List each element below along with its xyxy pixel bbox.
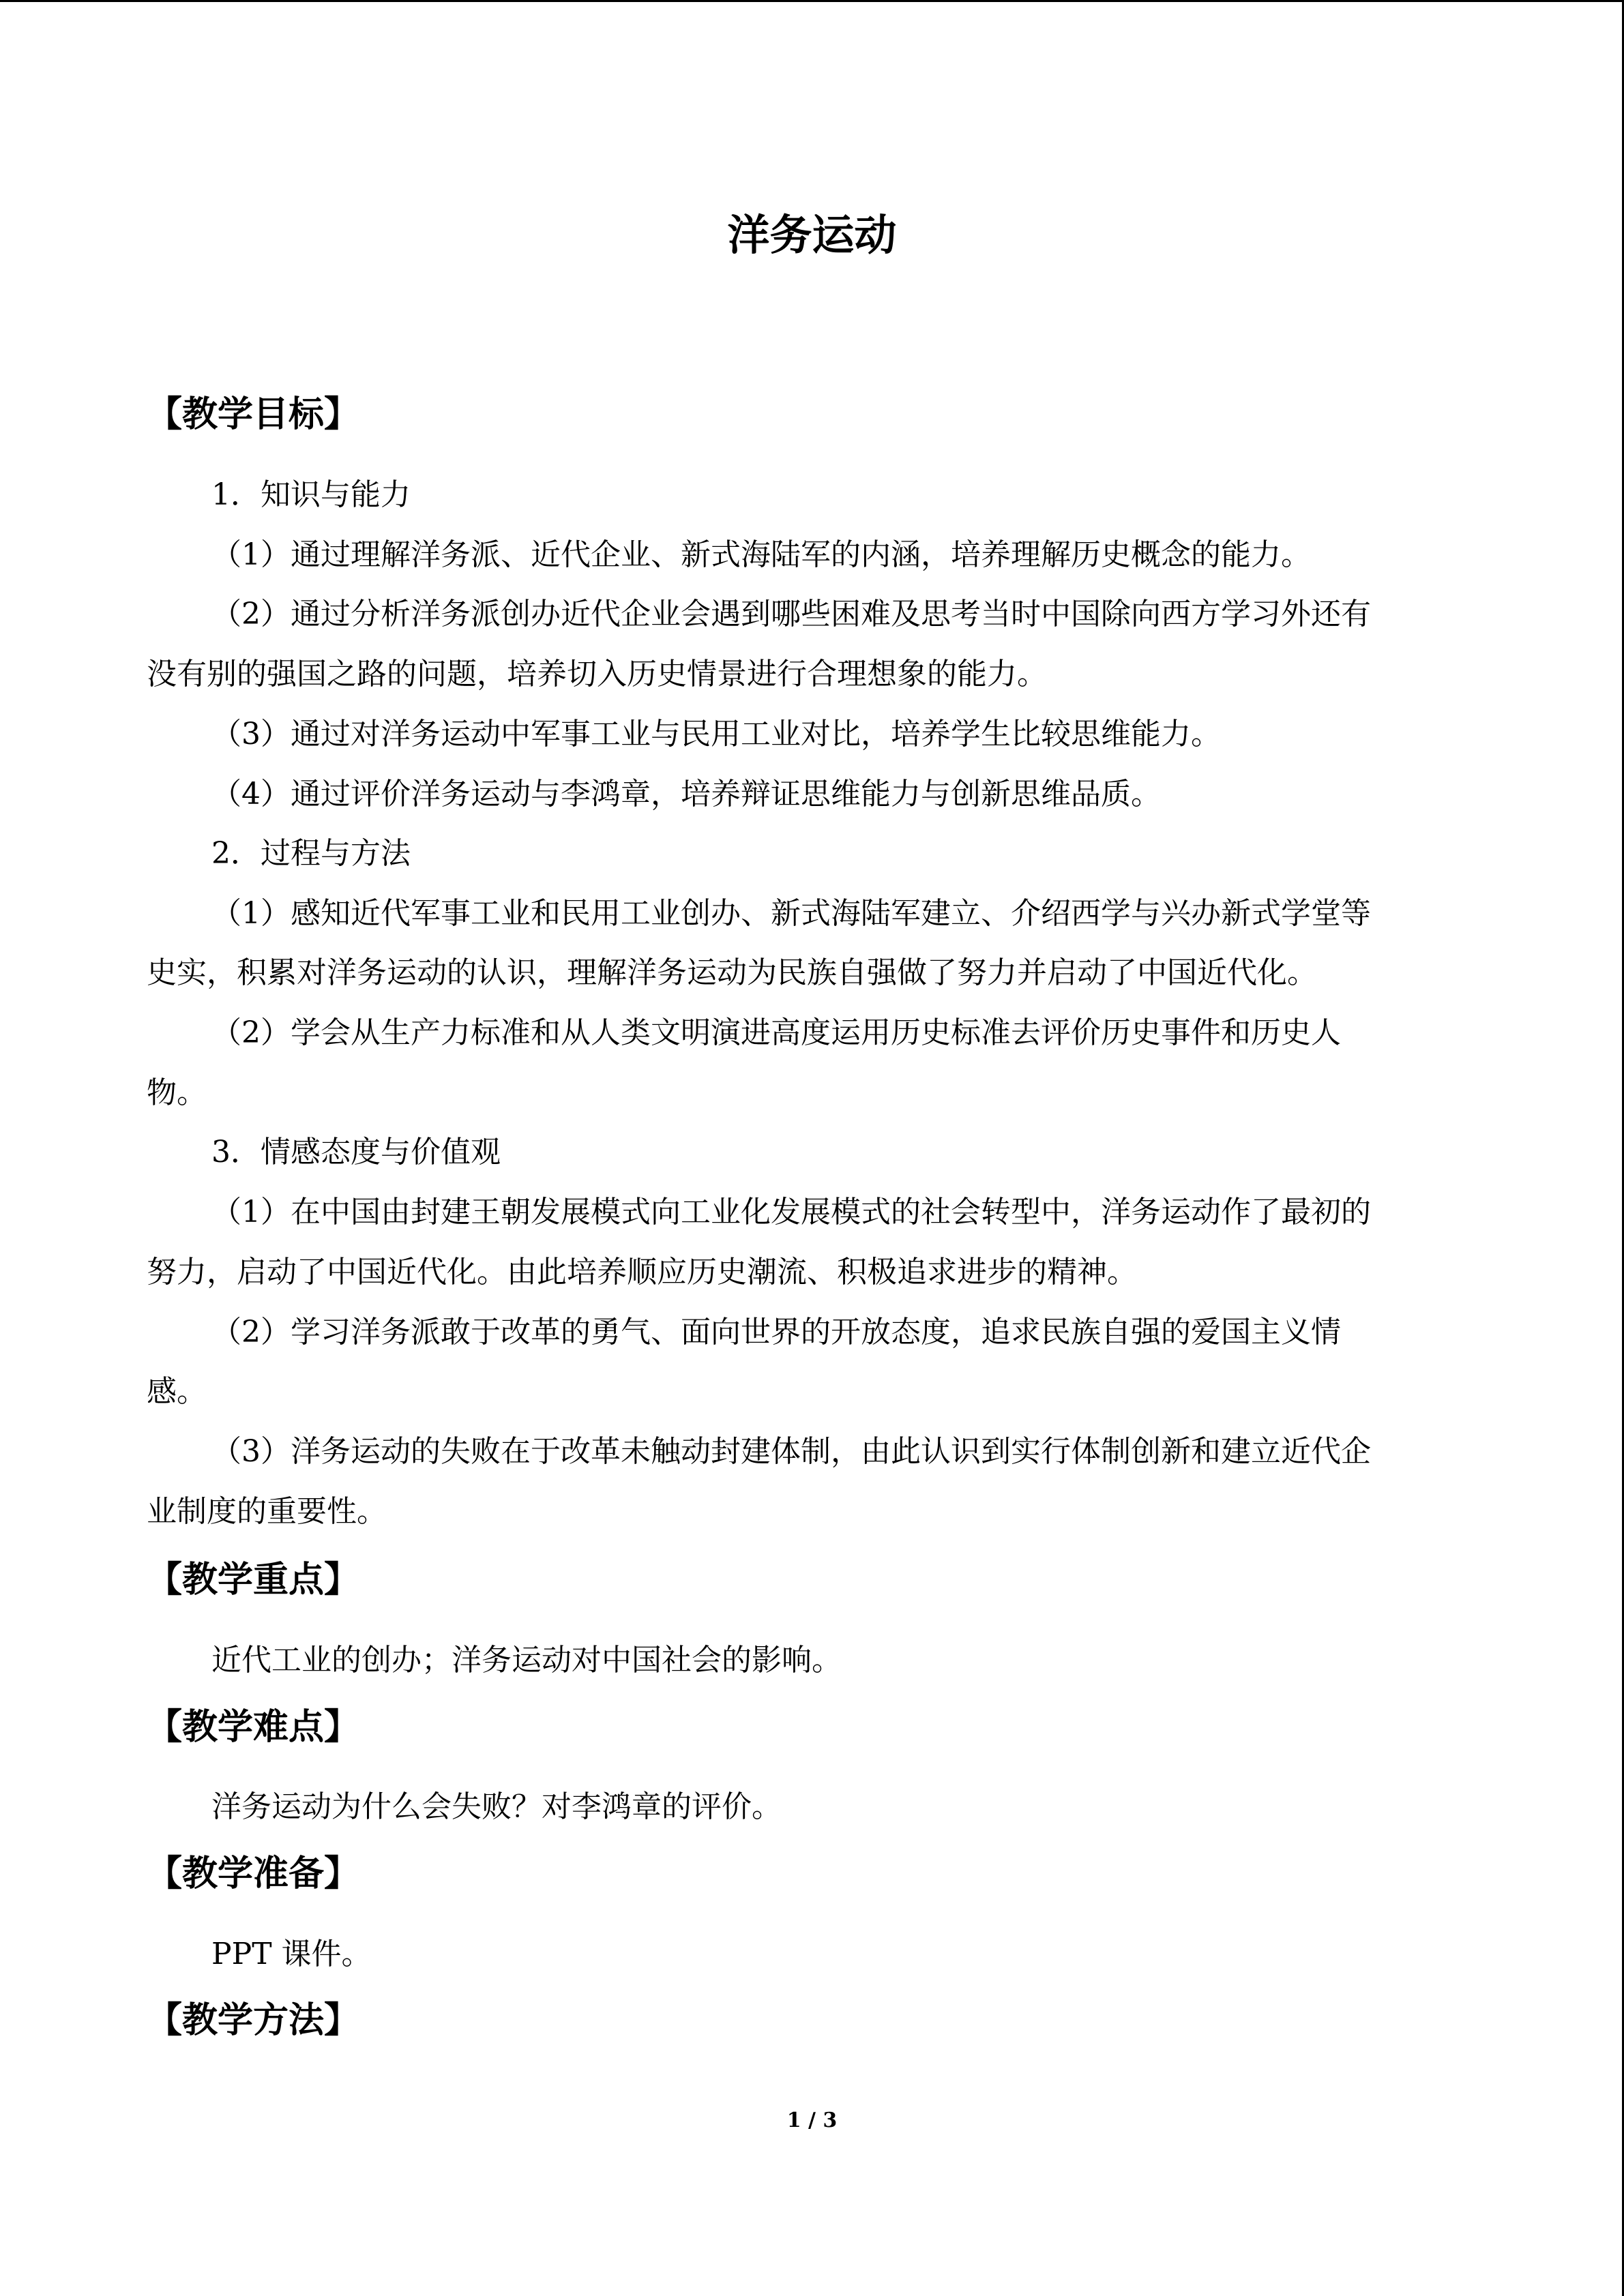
objective-line: （3）通过对洋务运动中军事工业与民用工业对比，培养学生比较思维能力。 [211,717,1221,751]
objective-line: （2）通过分析洋务派创办近代企业会遇到哪些困难及思考当时中国除向西方学习外还有 [211,597,1371,631]
heading-key-points: 【教学重点】 [147,1560,360,1600]
page-number: 1 / 3 [786,2108,838,2132]
difficulties-text: 洋务运动为什么会失败？对李鸿章的评价。 [211,1789,782,1824]
heading-methods: 【教学方法】 [147,2000,360,2041]
objective-line: （2）学会从生产力标准和从人类文明演进高度运用历史标准去评价历史事件和历史人 [211,1015,1341,1050]
objective-line: 史实，积累对洋务运动的认识，理解洋务运动为民族自强做了努力并启动了中国近代化。 [147,955,1317,990]
objective-line: （1）通过理解洋务派、近代企业、新式海陆军的内涵，培养理解历史概念的能力。 [211,537,1311,572]
objective-line: 没有别的强国之路的问题，培养切入历史情景进行合理想象的能力。 [147,657,1047,691]
objective-line: 努力，启动了中国近代化。由此培养顺应历史潮流、积极追求进步的精神。 [147,1255,1137,1289]
objective-line: 3．情感态度与价值观 [211,1135,501,1169]
objective-line: （2）学习洋务派敢于改革的勇气、面向世界的开放态度，追求民族自强的爱国主义情 [211,1315,1341,1350]
objective-line: （1）在中国由封建王朝发展模式向工业化发展模式的社会转型中，洋务运动作了最初的 [211,1195,1371,1229]
preparation-text: PPT 课件。 [211,1937,372,1971]
page-title: 洋务运动 [727,210,897,260]
heading-difficulties: 【教学难点】 [147,1707,360,1748]
key-points-text: 近代工业的创办；洋务运动对中国社会的影响。 [211,1643,842,1678]
objective-line: 2．过程与方法 [211,836,411,871]
objective-line: （1）感知近代军事工业和民用工业创办、新式海陆军建立、介绍西学与兴办新式学堂等 [211,896,1371,931]
objective-line: 1．知识与能力 [211,477,411,512]
objective-line: 感。 [147,1374,207,1409]
heading-objectives: 【教学目标】 [147,394,360,435]
objective-line: 业制度的重要性。 [147,1494,387,1529]
heading-preparation: 【教学准备】 [147,1853,360,1894]
page-border-top [0,0,1624,2]
objective-line: （3）洋务运动的失败在于改革未触动封建体制，由此认识到实行体制创新和建立近代企 [211,1434,1371,1469]
objective-line: （4）通过评价洋务运动与李鸿章，培养辩证思维能力与创新思维品质。 [211,777,1161,811]
objective-line: 物。 [147,1075,207,1110]
